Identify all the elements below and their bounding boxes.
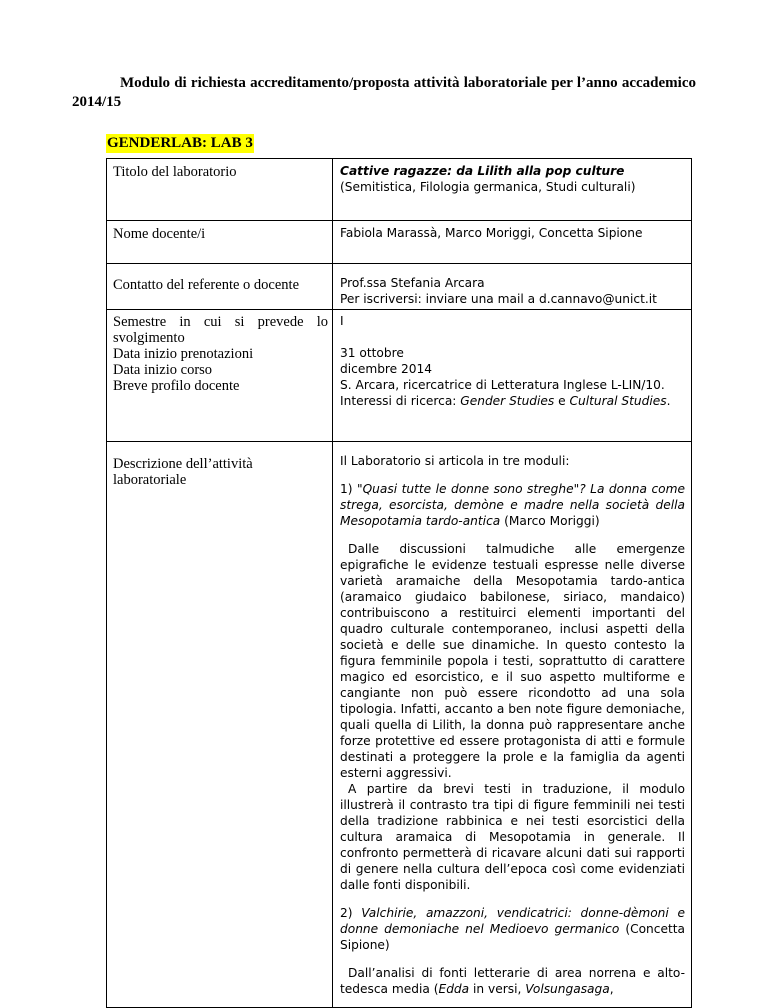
table-row-date — [107, 310, 692, 442]
module-2-paragraph-1 — [340, 965, 685, 1005]
module-2-text-b: in versi, — [469, 982, 526, 996]
label-prenotazioni: Data inizio prenotazioni — [113, 346, 254, 362]
module-2-em-edda: Edda — [438, 982, 470, 996]
value-profilo — [340, 377, 685, 409]
label-corso: Data inizio corso — [113, 362, 213, 378]
contact-mail: Per iscriversi: inviare una mail a d.cannavo@unict.it — [340, 292, 657, 306]
module-1-number: 1) — [340, 482, 357, 496]
module-2-text-c: , — [609, 982, 614, 996]
table-row-docenti — [107, 221, 692, 264]
profile-em-cultural: Cultural Studies — [569, 394, 667, 408]
value-docenti: Fabiola Marassà, Marco Moriggi, Concetta Sipione — [333, 221, 692, 264]
label-titolo: Titolo del laboratorio — [107, 159, 333, 221]
label-contatto: Contatto del referente o docente — [107, 264, 333, 310]
module-1-heading — [340, 481, 685, 529]
module-2-text: Dall’analisi di fonti letterarie di area norrena e alto-tedesca media ( — [340, 966, 685, 996]
value-descrizione — [333, 442, 692, 1008]
module-1-paragraph-2: A partire da brevi testi in traduzione, il modulo illustrerà il contrasto tra tipi di figure femminili nei testi della tradizione rabbinica e nei testi esorcistici della cultura aramaica di Mesopotamia in generale. Il confronto permetterà di ricavare alcuni dati sui rapporti di genere nella cultura dell’epoca così come evidenziati dalle fonti disponibili. — [340, 782, 685, 892]
profile-em-gender: Gender Studies — [460, 394, 555, 408]
value-prenotazioni: 31 ottobre — [340, 346, 404, 360]
document-title: Modulo di richiesta accreditamento/proposta attività laboratoriale per l’anno accademico 2014/15 — [72, 75, 696, 110]
lab-tag-highlight: GENDERLAB: LAB 3 — [107, 135, 253, 151]
contact-name: Prof.ssa Stefania Arcara — [340, 276, 485, 290]
profile-text: S. Arcara, ricercatrice di Letteratura Inglese L-LIN/10. Interessi di ricerca: — [340, 378, 665, 408]
value-date-group — [333, 310, 692, 442]
lab-title: Cattive ragazze: da Lilith alla pop culture — [340, 164, 625, 178]
value-titolo — [333, 159, 692, 221]
module-1-paragraph-1: Dalle discussioni talmudiche alle emergenze epigrafiche le evidenze testuali espresse nelle diverse varietà aramaiche della Mesopotamia tardo-antica (aramaico giudaico babilonese, siriaco, mandaico) contribuiscono a restituirci elementi importanti del quadro culturale contemporaneo, inclusi aspetti della società e delle sue dinamiche. In questo contesto la figura femminile popola i testi, soprattutto di carattere magico ed esorcistico, e il suo aspetto multiforme e cangiante non può essere ricondotto ad una sola tipologia. Infatti, accanto a ben note figure demoniache, quali quella di Lilith, la donna può rappresentare anche forze protettive ed essere protagonista di atti e formule destinati a proteggere la prole e la famiglia da agenti esterni aggressivi. — [340, 542, 685, 780]
value-contatto — [333, 264, 692, 310]
spacer — [340, 329, 685, 345]
label-docenti: Nome docente/i — [107, 221, 333, 264]
value-corso: dicembre 2014 — [340, 362, 433, 376]
module-2-number: 2) — [340, 906, 362, 920]
module-1-author: (Marco Moriggi) — [500, 514, 600, 528]
table-row-titolo — [107, 159, 692, 221]
label-semestre: Semestre in cui si prevede lo svolgimento — [113, 314, 328, 346]
label-profilo: Breve profilo docente — [113, 378, 240, 394]
accreditation-table — [106, 158, 692, 1008]
module-1-title: "Quasi tutte le donne sono streghe"? La donna come strega, esorcista, demòne e madre nella società della Mesopotamia tardo-antica — [340, 482, 685, 528]
label-date-group — [107, 310, 333, 442]
module-2-author: (Concetta Sipione) — [340, 922, 685, 952]
intro-text: Il Laboratorio si articola in tre moduli: — [340, 454, 570, 468]
value-semestre: I — [340, 314, 344, 328]
profile-text-and: e — [554, 394, 570, 408]
profile-text-end: . — [666, 394, 671, 408]
lab-subjects: (Semitistica, Filologia germanica, Studi culturali) — [340, 180, 636, 194]
module-2-heading — [340, 905, 685, 953]
module-2-em-volsunga: Volsungasaga — [525, 982, 610, 996]
label-descrizione: Descrizione dell’attività laboratoriale — [107, 442, 333, 1008]
table-row-descrizione — [107, 442, 692, 1008]
module-2-title: Valchirie, amazzoni, vendicatrici: donne-dèmoni e donne demoniache nel Medioevo germanico — [340, 906, 685, 936]
table-row-contatto — [107, 264, 692, 310]
